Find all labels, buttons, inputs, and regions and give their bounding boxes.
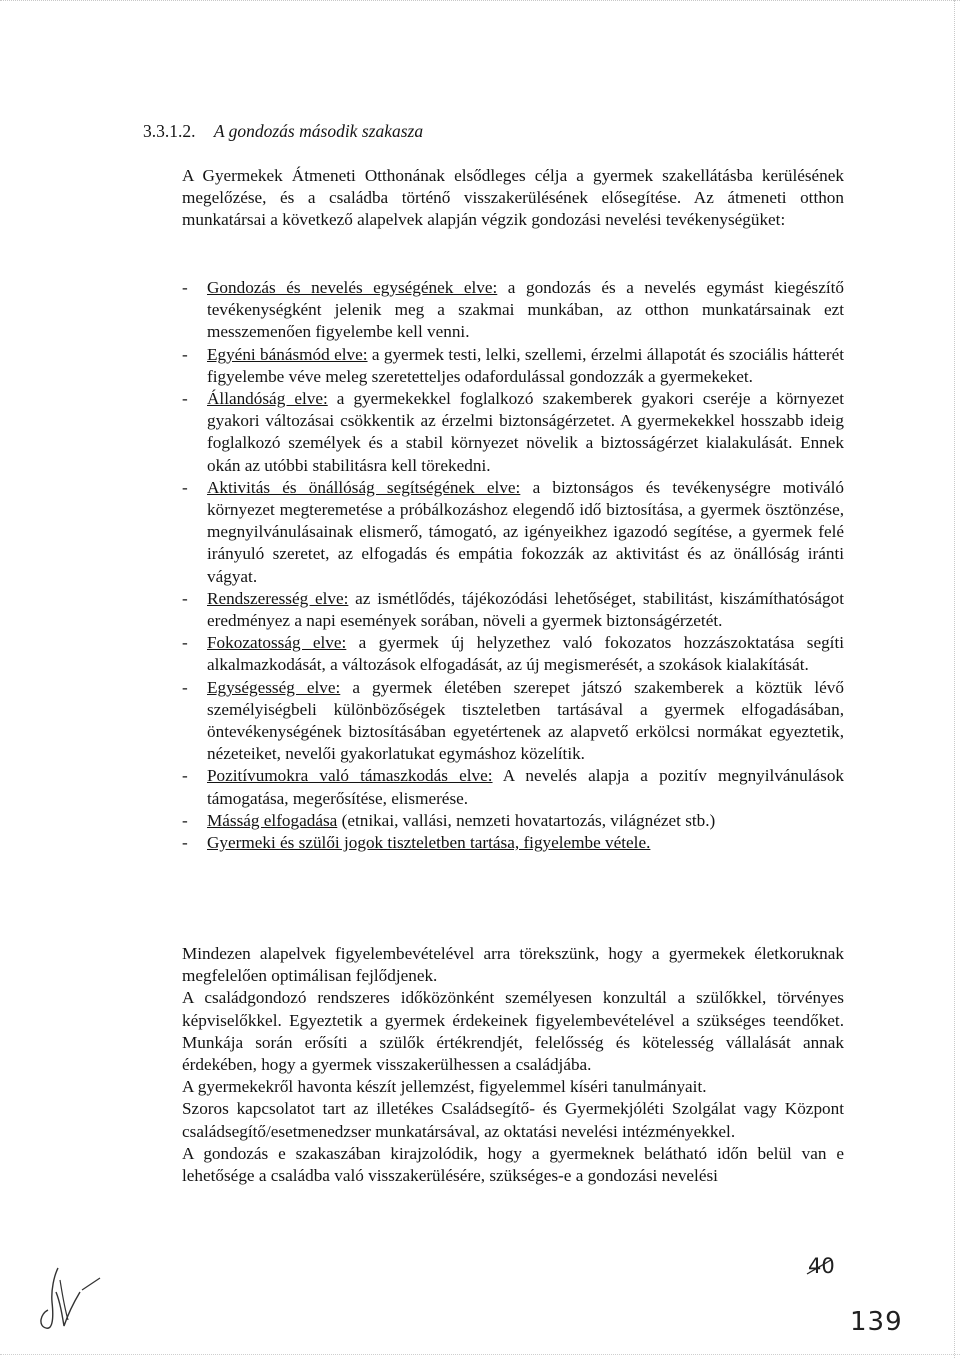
scan-edge-right [954,0,956,1358]
principle-text: a gyermek új helyzethez való fokozatos hozzászoktatása segíti alkalmazkodását, a változások elfogadását, az új megismerését, a szokások kialakítását. [207,633,844,675]
closing-section [182,943,844,1187]
principle-text: a biztonságos és tevékenységre motiváló környezet megteremetése a próbálkozáshoz elegendő idő biztosítása, a gyermek ösztönzése, megnyilvánulásainak elismerő, támogató, az igényeikhez igazodó segítése, a gyermek felé irányuló szeretet, az elfogadás és empátia fokozzák az aktivitást és az önállóság iránti vágyat. [207,477,844,586]
list-dash: - [182,833,188,853]
page-number-stamp [808,1254,835,1278]
closing-paragraph: A gyermekekről havonta készít jellemzést, figyelemmel kíséri tanulmányait. [182,1077,707,1097]
list-item [182,588,844,632]
principle-term: Gondozás és nevelés egységének elve: [207,278,498,297]
closing-paragraph: Mindezen alapelvek figyelembevételével arra törekszünk, hogy a gyermekek életkoruknak megfelelően optimálisan fejlődjenek. [182,944,844,986]
scan-edge-bottom [0,1354,960,1356]
list-dash: - [182,810,188,830]
list-item [182,632,844,676]
list-dash: - [182,766,188,786]
page-number-stamp-text: 40 [808,1254,835,1278]
list-item [182,832,844,854]
list-dash: - [182,278,188,297]
principle-term: Fokozatosság elve: [207,633,347,653]
principle-term: Másság elfogadása [207,810,338,830]
principle-term: Egyéni bánásmód elve: [207,344,368,364]
principle-text: a gyermekekkel foglalkozó szakemberek gyakori cseréje a környezet gyakori változásai csökkentik az érzelmi biztonságérzetet. A gyermekekkel hosszabb ideig foglalkozó személyek és a stabil környezet növelik a biztosságérzet kialakulását. Ennek okán az utóbbi stabilitásra kell törekedni. [207,389,845,475]
page-number-handwritten: 139 [850,1307,903,1337]
scan-edge-top [0,0,960,2]
list-dash: - [182,588,188,608]
principle-text: az ismétlődés, tájékozódási lehetőséget, stabilitást, kiszámíthatóságot eredményez a napi események sorában, növeli a gyermek biztonságérzetét. [207,588,844,631]
principle-term: Aktivitás és önállóság segítségének elve: [207,477,521,497]
principle-text: (etnikai, vallási, nemzeti hovatartozás, világnézet stb.) [337,810,716,830]
list-item [182,677,844,766]
principle-text: A nevelés alapja a pozitív megnyilvánulások támogatása, megerősítése, elismerése. [207,766,845,808]
list-dash: - [182,389,188,409]
section-heading [143,120,423,142]
handwritten-initials-signature [30,1262,120,1334]
list-item [182,388,844,477]
list-dash: - [182,477,188,497]
principle-term: Rendszeresség elve: [207,588,349,608]
principle-text: a gondozás és a nevelés egymást kiegészítő tevékenységként jelenik meg a szakmai munkában, az otthon munkatársainak ezt messzemenően figyelembe kell venni. [207,278,844,342]
strike-through-mark [805,1258,833,1276]
closing-paragraph: A családgondozó rendszeres időközönként személyesen konzultál a szülőkkel, törvényes képviselőkkel. Egyeztetik a gyermek érdekeinek figyelembevételével a szükséges teendőket. Munkája során erősíti a szülők értékrendjét, felelősség és kötelesség vállalását annak érdekében, hogy a gyermek visszakerülhessen a családjába. [182,988,844,1075]
principle-term: Állandóság elve: [207,389,328,409]
list-item [182,477,844,588]
principle-text: a gyermek testi, lelki, szellemi, érzelmi állapotát és szociális hátterét figyelembe véve meleg szeretetteljes odafordulással gondozzák a gyermekeket. [207,344,845,386]
intro-text: A Gyermekek Átmeneti Otthonának elsődleges célja a gyermek szakellátásba kerülésének megelőzése, és a családba történő visszakerülésének elősegítése. Az átmeneti otthon munkatársai a következő alapelvek alapján végzik gondozási nevelési tevékenységüket: [182,166,844,230]
intro-paragraph [182,165,844,232]
principle-term: Pozitívumokra való támaszkodás elve: [207,766,493,786]
section-number: 3.3.1.2. [143,121,196,141]
principle-term: Gyermeki és szülői jogok tiszteletben tartása, figyelembe vétele. [207,833,651,853]
list-item [182,344,844,388]
list-item [182,810,844,832]
list-dash: - [182,633,188,653]
principle-term: Egységesség elve: [207,677,341,697]
list-dash: - [182,344,188,364]
principle-text: a gyermek életében szerepet játszó szakemberek a köztük lévő személyiségbeli különbözőségek tiszteletben tartásával a gyermek elfogadásában, öntevékenységének biztosításában egyetértenek az alapvető erkölcsi normákat egyeztetik, nézeteiket, nevelői gyakorlatukat egymáshoz közelítik. [207,677,844,764]
list-dash: - [182,677,188,697]
list-item [182,277,844,344]
section-title: A gondozás második szakasza [213,121,424,141]
closing-paragraph: A gondozás e szakaszában kirajzolódik, hogy a gyermeknek belátható időn belül van e lehetősége a családba való visszakerülésére, szükséges-e a gondozási nevelési [182,1143,844,1186]
principles-list [182,277,844,854]
closing-paragraph: Szoros kapcsolatot tart az illetékes Családsegítő- és Gyermekjóléti Szolgálat vagy Központ családsegítő/esetmenedzser munkatársával, az oktatási nevelési intézményekkel. [182,1099,844,1141]
list-item [182,765,844,809]
